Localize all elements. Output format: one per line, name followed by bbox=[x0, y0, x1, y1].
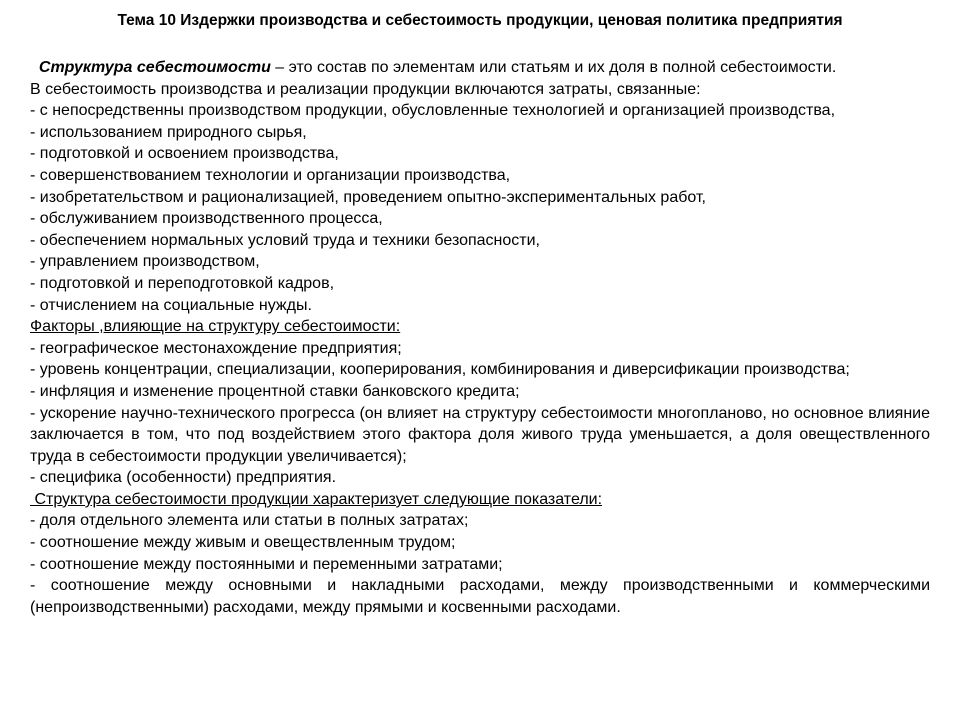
list-item: - изобретательством и рационализацией, проведением опытно-экспериментальных работ, bbox=[30, 188, 706, 206]
factors-list bbox=[30, 338, 930, 489]
list-item: - инфляция и изменение процентной ставки банковского кредита; bbox=[30, 382, 520, 400]
list-item: - подготовкой и переподготовкой кадров, bbox=[30, 274, 335, 292]
list-item: - соотношение между постоянными и переменными затратами; bbox=[30, 555, 503, 573]
costs-list bbox=[30, 100, 930, 316]
list-item: - с непосредственны производством продукции, обусловленные технологией и организацией производства, bbox=[30, 102, 836, 120]
list-item: - совершенствованием технологии и организации производства, bbox=[30, 166, 511, 184]
list-item: - соотношение между основными и накладными расходами, между производственными и коммерческими (непроизводственными) расходами, между прямыми и косвенными расходами. bbox=[30, 577, 930, 616]
list-item: - обеспечением нормальных условий труда и техники безопасности, bbox=[30, 231, 540, 249]
list-item: - отчислением на социальные нужды. bbox=[30, 296, 312, 314]
list-item: - специфика (особенности) предприятия. bbox=[30, 469, 337, 487]
definition-indent bbox=[30, 59, 39, 76]
indicators-heading bbox=[30, 489, 930, 511]
list-item: - ускорение научно-технического прогресса (он влияет на структуру себестоимости многопланово, но основное влияние заключается в том, что под воздействием этого фактора доля живого труда уменьшается, а доля овеществленного труда в себестоимости продукции увеличивается); bbox=[30, 404, 930, 465]
slide-content bbox=[30, 57, 930, 618]
list-item: - подготовкой и освоением производства, bbox=[30, 145, 339, 163]
definition-text: – это состав по элементам или статьям и их доля в полной себестоимости. bbox=[270, 59, 837, 76]
list-item: - обслуживанием производственного процесса, bbox=[30, 210, 383, 228]
factors-heading-text: Факторы ,влияющие на структуру себестоимости: bbox=[30, 318, 401, 336]
list-item: - управлением производством, bbox=[30, 253, 260, 271]
indicators-heading-text: Структура себестоимости продукции характеризует следующие показатели: bbox=[30, 490, 603, 508]
list-item: - соотношение между живым и овеществленным трудом; bbox=[30, 534, 456, 552]
list-item: - уровень концентрации, специализации, кооперирования, комбинирования и диверсификации производства; bbox=[30, 361, 850, 379]
list-item: - использованием природного сырья, bbox=[30, 123, 307, 141]
list-item: - доля отдельного элемента или статьи в полных затратах; bbox=[30, 512, 469, 530]
list-item: - географическое местонахождение предприятия; bbox=[30, 339, 402, 357]
definition-term: Структура себестоимости bbox=[38, 59, 271, 76]
factors-heading bbox=[30, 316, 930, 338]
indicators-list bbox=[30, 510, 930, 618]
costs-intro: В себестоимость производства и реализации продукции включаются затраты, связанные: bbox=[30, 80, 701, 98]
definition-paragraph bbox=[30, 57, 930, 79]
slide-title: Тема 10 Издержки производства и себестоимость продукции, ценовая политика предприятия bbox=[117, 12, 843, 29]
